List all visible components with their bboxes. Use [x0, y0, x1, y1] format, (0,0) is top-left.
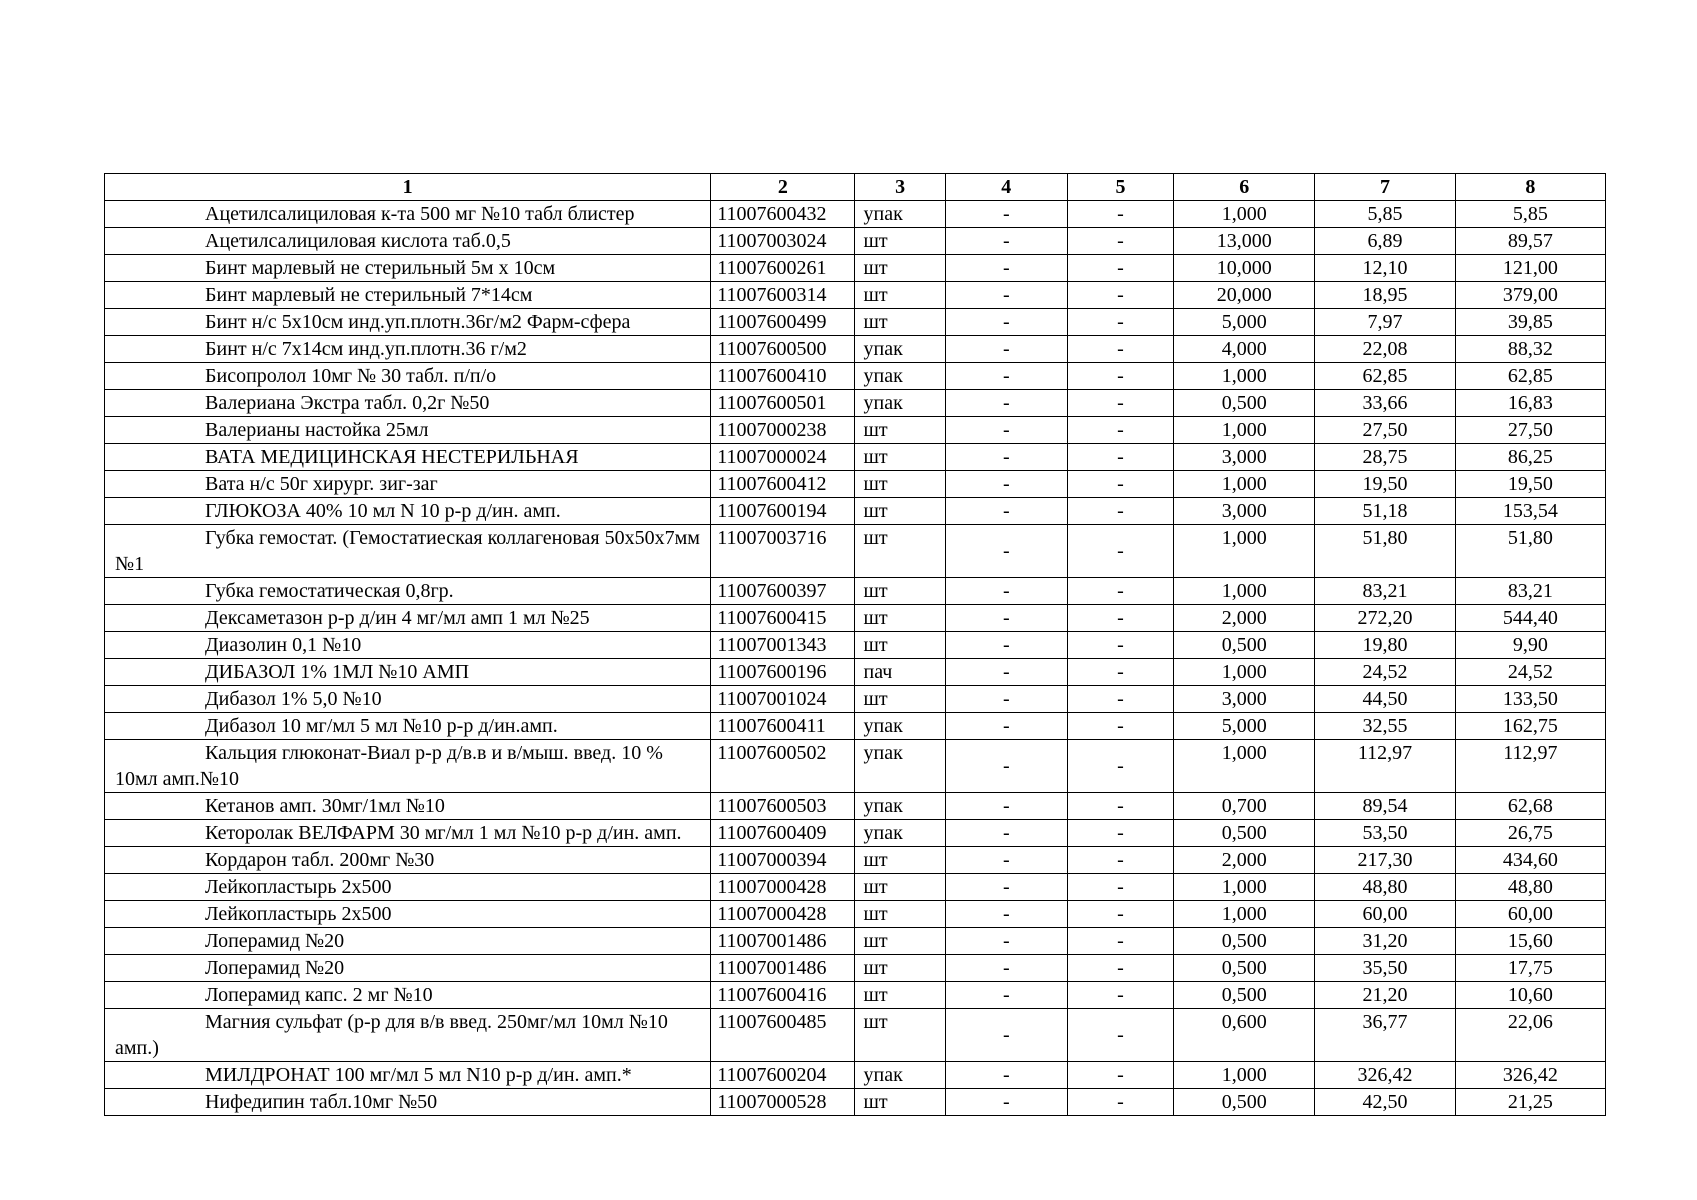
item-price: 31,20 — [1315, 928, 1455, 955]
item-code: 11007600412 — [711, 471, 855, 498]
item-col5: - — [1067, 928, 1173, 955]
table-row — [105, 336, 1606, 363]
item-col5: - — [1067, 901, 1173, 928]
item-unit: шт — [855, 982, 945, 1009]
item-quantity: 20,000 — [1174, 282, 1315, 309]
item-sum: 112,97 — [1455, 740, 1605, 793]
item-sum: 153,54 — [1455, 498, 1605, 525]
item-sum: 60,00 — [1455, 901, 1605, 928]
item-name: ВАТА МЕДИЦИНСКАЯ НЕСТЕРИЛЬНАЯ — [105, 444, 711, 471]
item-col4: - — [945, 740, 1067, 793]
item-code: 11007000428 — [711, 874, 855, 901]
item-col5: - — [1067, 1089, 1173, 1116]
item-price: 35,50 — [1315, 955, 1455, 982]
item-unit: упак — [855, 363, 945, 390]
item-unit: шт — [855, 417, 945, 444]
item-price: 19,50 — [1315, 471, 1455, 498]
item-price: 60,00 — [1315, 901, 1455, 928]
table-row — [105, 417, 1606, 444]
table-row — [105, 309, 1606, 336]
item-col4: - — [945, 201, 1067, 228]
item-name: Валериана Экстра табл. 0,2г №50 — [105, 390, 711, 417]
table-row — [105, 1009, 1606, 1062]
table-row — [105, 282, 1606, 309]
item-quantity: 0,500 — [1174, 820, 1315, 847]
item-name: Диазолин 0,1 №10 — [105, 632, 711, 659]
item-code: 11007600410 — [711, 363, 855, 390]
table-row — [105, 390, 1606, 417]
item-quantity: 5,000 — [1174, 309, 1315, 336]
item-price: 6,89 — [1315, 228, 1455, 255]
table-row — [105, 955, 1606, 982]
table-row — [105, 363, 1606, 390]
item-price: 28,75 — [1315, 444, 1455, 471]
item-code: 11007600501 — [711, 390, 855, 417]
item-quantity: 1,000 — [1174, 363, 1315, 390]
item-price: 217,30 — [1315, 847, 1455, 874]
table-row — [105, 982, 1606, 1009]
item-code: 11007000238 — [711, 417, 855, 444]
item-sum: 83,21 — [1455, 578, 1605, 605]
column-header: 5 — [1067, 174, 1173, 201]
item-sum: 22,06 — [1455, 1009, 1605, 1062]
column-header: 6 — [1174, 174, 1315, 201]
item-name: Дибазол 10 мг/мл 5 мл №10 р-р д/ин.амп. — [105, 713, 711, 740]
table-row — [105, 201, 1606, 228]
item-code: 11007000024 — [711, 444, 855, 471]
item-unit: шт — [855, 605, 945, 632]
item-col5: - — [1067, 1009, 1173, 1062]
item-quantity: 1,000 — [1174, 471, 1315, 498]
item-price: 5,85 — [1315, 201, 1455, 228]
item-price: 22,08 — [1315, 336, 1455, 363]
item-quantity: 1,000 — [1174, 417, 1315, 444]
item-quantity: 1,000 — [1174, 578, 1315, 605]
item-sum: 326,42 — [1455, 1062, 1605, 1089]
item-price: 112,97 — [1315, 740, 1455, 793]
item-name: Нифедипин табл.10мг №50 — [105, 1089, 711, 1116]
item-sum: 379,00 — [1455, 282, 1605, 309]
item-col5: - — [1067, 605, 1173, 632]
item-name: МИЛДРОНАТ 100 мг/мл 5 мл N10 р-р д/ин. амп.* — [105, 1062, 711, 1089]
item-quantity: 0,600 — [1174, 1009, 1315, 1062]
item-col5: - — [1067, 363, 1173, 390]
item-price: 7,97 — [1315, 309, 1455, 336]
item-code: 11007600415 — [711, 605, 855, 632]
item-quantity: 1,000 — [1174, 740, 1315, 793]
item-price: 12,10 — [1315, 255, 1455, 282]
item-col4: - — [945, 525, 1067, 578]
item-quantity: 1,000 — [1174, 901, 1315, 928]
table-row — [105, 444, 1606, 471]
table-row — [105, 578, 1606, 605]
item-unit: шт — [855, 578, 945, 605]
item-quantity: 3,000 — [1174, 444, 1315, 471]
item-code: 11007001024 — [711, 686, 855, 713]
item-col4: - — [945, 928, 1067, 955]
item-price: 18,95 — [1315, 282, 1455, 309]
column-header: 2 — [711, 174, 855, 201]
item-col5: - — [1067, 874, 1173, 901]
item-unit: упак — [855, 1062, 945, 1089]
item-name: Вата н/с 50г хирург. зиг-заг — [105, 471, 711, 498]
item-name: Лоперамид №20 — [105, 928, 711, 955]
table-row — [105, 740, 1606, 793]
item-col4: - — [945, 874, 1067, 901]
item-code: 11007001486 — [711, 928, 855, 955]
item-price: 21,20 — [1315, 982, 1455, 1009]
item-price: 62,85 — [1315, 363, 1455, 390]
item-name: Губка гемостат. (Гемостатиеская коллагеновая 50х50х7мм №1 — [105, 525, 711, 578]
item-sum: 9,90 — [1455, 632, 1605, 659]
table-row — [105, 605, 1606, 632]
item-sum: 544,40 — [1455, 605, 1605, 632]
item-unit: шт — [855, 928, 945, 955]
item-col5: - — [1067, 686, 1173, 713]
item-unit: шт — [855, 874, 945, 901]
item-code: 11007600409 — [711, 820, 855, 847]
item-code: 11007600503 — [711, 793, 855, 820]
item-unit: шт — [855, 686, 945, 713]
item-quantity: 1,000 — [1174, 201, 1315, 228]
item-col4: - — [945, 901, 1067, 928]
item-sum: 86,25 — [1455, 444, 1605, 471]
item-col5: - — [1067, 255, 1173, 282]
item-quantity: 1,000 — [1174, 1062, 1315, 1089]
item-price: 53,50 — [1315, 820, 1455, 847]
column-header: 7 — [1315, 174, 1455, 201]
item-price: 326,42 — [1315, 1062, 1455, 1089]
item-sum: 162,75 — [1455, 713, 1605, 740]
item-code: 11007600416 — [711, 982, 855, 1009]
item-col5: - — [1067, 659, 1173, 686]
item-unit: упак — [855, 740, 945, 793]
item-price: 36,77 — [1315, 1009, 1455, 1062]
item-col5: - — [1067, 309, 1173, 336]
item-price: 19,80 — [1315, 632, 1455, 659]
table-row — [105, 901, 1606, 928]
table-row — [105, 793, 1606, 820]
item-quantity: 1,000 — [1174, 874, 1315, 901]
column-header: 4 — [945, 174, 1067, 201]
item-col5: - — [1067, 955, 1173, 982]
item-price: 42,50 — [1315, 1089, 1455, 1116]
item-sum: 62,68 — [1455, 793, 1605, 820]
table-row — [105, 874, 1606, 901]
item-name: ГЛЮКОЗА 40% 10 мл N 10 р-р д/ин. амп. — [105, 498, 711, 525]
item-unit: шт — [855, 847, 945, 874]
item-sum: 88,32 — [1455, 336, 1605, 363]
item-col5: - — [1067, 282, 1173, 309]
item-col4: - — [945, 847, 1067, 874]
item-price: 32,55 — [1315, 713, 1455, 740]
item-col5: - — [1067, 713, 1173, 740]
table-row — [105, 820, 1606, 847]
item-sum: 27,50 — [1455, 417, 1605, 444]
item-quantity: 1,000 — [1174, 525, 1315, 578]
item-quantity: 0,500 — [1174, 390, 1315, 417]
item-sum: 21,25 — [1455, 1089, 1605, 1116]
item-code: 11007600204 — [711, 1062, 855, 1089]
item-price: 51,18 — [1315, 498, 1455, 525]
item-col4: - — [945, 578, 1067, 605]
item-name: Лейкопластырь 2х500 — [105, 901, 711, 928]
column-header: 3 — [855, 174, 945, 201]
item-col5: - — [1067, 336, 1173, 363]
item-col5: - — [1067, 847, 1173, 874]
item-unit: шт — [855, 901, 945, 928]
item-col4: - — [945, 363, 1067, 390]
item-price: 89,54 — [1315, 793, 1455, 820]
item-col4: - — [945, 336, 1067, 363]
item-unit: шт — [855, 309, 945, 336]
item-col4: - — [945, 417, 1067, 444]
table-row — [105, 228, 1606, 255]
item-unit: упак — [855, 390, 945, 417]
item-col4: - — [945, 820, 1067, 847]
item-col5: - — [1067, 740, 1173, 793]
item-col5: - — [1067, 525, 1173, 578]
item-price: 33,66 — [1315, 390, 1455, 417]
item-name: Бисопролол 10мг № 30 табл. п/п/о — [105, 363, 711, 390]
item-name: Магния сульфат (р-р для в/в введ. 250мг/мл 10мл №10 амп.) — [105, 1009, 711, 1062]
item-sum: 434,60 — [1455, 847, 1605, 874]
item-col4: - — [945, 471, 1067, 498]
item-sum: 39,85 — [1455, 309, 1605, 336]
item-col4: - — [945, 390, 1067, 417]
item-code: 11007003024 — [711, 228, 855, 255]
item-col5: - — [1067, 793, 1173, 820]
item-sum: 16,83 — [1455, 390, 1605, 417]
item-quantity: 0,500 — [1174, 1089, 1315, 1116]
header-row — [105, 174, 1606, 201]
item-code: 11007600411 — [711, 713, 855, 740]
item-code: 11007000428 — [711, 901, 855, 928]
item-quantity: 3,000 — [1174, 498, 1315, 525]
item-code: 11007000394 — [711, 847, 855, 874]
item-col5: - — [1067, 201, 1173, 228]
item-sum: 26,75 — [1455, 820, 1605, 847]
item-sum: 24,52 — [1455, 659, 1605, 686]
item-col5: - — [1067, 417, 1173, 444]
item-code: 11007600500 — [711, 336, 855, 363]
item-unit: шт — [855, 955, 945, 982]
item-col4: - — [945, 793, 1067, 820]
item-code: 11007600499 — [711, 309, 855, 336]
item-code: 11007001486 — [711, 955, 855, 982]
item-name: Бинт н/с 5х10см инд.уп.плотн.36г/м2 Фарм-сфера — [105, 309, 711, 336]
item-price: 48,80 — [1315, 874, 1455, 901]
item-quantity: 0,500 — [1174, 632, 1315, 659]
table-row — [105, 659, 1606, 686]
table-row — [105, 1062, 1606, 1089]
item-sum: 19,50 — [1455, 471, 1605, 498]
item-price: 272,20 — [1315, 605, 1455, 632]
item-col4: - — [945, 982, 1067, 1009]
item-col4: - — [945, 498, 1067, 525]
item-col4: - — [945, 605, 1067, 632]
table-row — [105, 498, 1606, 525]
item-col5: - — [1067, 1062, 1173, 1089]
item-name: Лейкопластырь 2х500 — [105, 874, 711, 901]
item-name: Дибазол 1% 5,0 №10 — [105, 686, 711, 713]
item-name: ДИБАЗОЛ 1% 1МЛ №10 АМП — [105, 659, 711, 686]
table-row — [105, 255, 1606, 282]
item-name: Лоперамид №20 — [105, 955, 711, 982]
item-col4: - — [945, 713, 1067, 740]
item-code: 11007000528 — [711, 1089, 855, 1116]
table-row — [105, 847, 1606, 874]
item-quantity: 13,000 — [1174, 228, 1315, 255]
item-unit: шт — [855, 525, 945, 578]
item-sum: 17,75 — [1455, 955, 1605, 982]
item-quantity: 4,000 — [1174, 336, 1315, 363]
item-unit: шт — [855, 255, 945, 282]
item-code: 11007600397 — [711, 578, 855, 605]
item-col4: - — [945, 1062, 1067, 1089]
item-code: 11007600196 — [711, 659, 855, 686]
item-unit: шт — [855, 632, 945, 659]
item-sum: 10,60 — [1455, 982, 1605, 1009]
item-name: Бинт марлевый не стерильный 7*14см — [105, 282, 711, 309]
item-col5: - — [1067, 390, 1173, 417]
table-row — [105, 632, 1606, 659]
item-code: 11007001343 — [711, 632, 855, 659]
item-code: 11007600502 — [711, 740, 855, 793]
item-name: Дексаметазон р-р д/ин 4 мг/мл амп 1 мл №25 — [105, 605, 711, 632]
item-price: 44,50 — [1315, 686, 1455, 713]
item-unit: упак — [855, 820, 945, 847]
item-col5: - — [1067, 228, 1173, 255]
item-quantity: 2,000 — [1174, 847, 1315, 874]
item-col5: - — [1067, 632, 1173, 659]
item-name: Губка гемостатическая 0,8гр. — [105, 578, 711, 605]
item-sum: 48,80 — [1455, 874, 1605, 901]
item-sum: 89,57 — [1455, 228, 1605, 255]
item-name: Кетанов амп. 30мг/1мл №10 — [105, 793, 711, 820]
item-quantity: 5,000 — [1174, 713, 1315, 740]
item-unit: упак — [855, 793, 945, 820]
item-sum: 51,80 — [1455, 525, 1605, 578]
item-col4: - — [945, 659, 1067, 686]
item-col5: - — [1067, 444, 1173, 471]
item-name: Ацетилсалициловая к-та 500 мг №10 табл блистер — [105, 201, 711, 228]
item-code: 11007600314 — [711, 282, 855, 309]
item-quantity: 10,000 — [1174, 255, 1315, 282]
table-row — [105, 686, 1606, 713]
item-col5: - — [1067, 471, 1173, 498]
item-col4: - — [945, 444, 1067, 471]
item-sum: 15,60 — [1455, 928, 1605, 955]
item-quantity: 3,000 — [1174, 686, 1315, 713]
item-code: 11007600485 — [711, 1009, 855, 1062]
item-price: 27,50 — [1315, 417, 1455, 444]
item-code: 11007600432 — [711, 201, 855, 228]
item-sum: 5,85 — [1455, 201, 1605, 228]
item-sum: 121,00 — [1455, 255, 1605, 282]
item-name: Кордарон табл. 200мг №30 — [105, 847, 711, 874]
item-code: 11007600194 — [711, 498, 855, 525]
table-row — [105, 713, 1606, 740]
item-col4: - — [945, 255, 1067, 282]
item-sum: 133,50 — [1455, 686, 1605, 713]
item-quantity: 1,000 — [1174, 659, 1315, 686]
item-unit: упак — [855, 336, 945, 363]
item-unit: шт — [855, 1009, 945, 1062]
item-name: Кеторолак ВЕЛФАРМ 30 мг/мл 1 мл №10 р-р д/ин. амп. — [105, 820, 711, 847]
item-col4: - — [945, 1089, 1067, 1116]
item-unit: упак — [855, 713, 945, 740]
item-code: 11007003716 — [711, 525, 855, 578]
item-col4: - — [945, 228, 1067, 255]
item-price: 24,52 — [1315, 659, 1455, 686]
table-row — [105, 471, 1606, 498]
item-quantity: 0,500 — [1174, 982, 1315, 1009]
item-unit: упак — [855, 201, 945, 228]
item-col5: - — [1067, 982, 1173, 1009]
item-col4: - — [945, 309, 1067, 336]
item-unit: шт — [855, 282, 945, 309]
item-quantity: 0,700 — [1174, 793, 1315, 820]
item-name: Кальция глюконат-Виал р-р д/в.в и в/мыш. введ. 10 % 10мл амп.№10 — [105, 740, 711, 793]
item-unit: шт — [855, 1089, 945, 1116]
item-col5: - — [1067, 578, 1173, 605]
item-col5: - — [1067, 498, 1173, 525]
table-row — [105, 525, 1606, 578]
item-sum: 62,85 — [1455, 363, 1605, 390]
item-col4: - — [945, 955, 1067, 982]
item-unit: пач — [855, 659, 945, 686]
item-name: Бинт марлевый не стерильный 5м х 10см — [105, 255, 711, 282]
column-header: 8 — [1455, 174, 1605, 201]
item-quantity: 0,500 — [1174, 928, 1315, 955]
item-price: 51,80 — [1315, 525, 1455, 578]
item-col5: - — [1067, 820, 1173, 847]
item-unit: шт — [855, 471, 945, 498]
item-col4: - — [945, 1009, 1067, 1062]
item-col4: - — [945, 686, 1067, 713]
item-name: Лоперамид капс. 2 мг №10 — [105, 982, 711, 1009]
item-col4: - — [945, 282, 1067, 309]
item-price: 83,21 — [1315, 578, 1455, 605]
item-name: Бинт н/с 7х14см инд.уп.плотн.36 г/м2 — [105, 336, 711, 363]
table-row — [105, 1089, 1606, 1116]
item-quantity: 0,500 — [1174, 955, 1315, 982]
item-unit: шт — [855, 498, 945, 525]
column-header: 1 — [105, 174, 711, 201]
item-quantity: 2,000 — [1174, 605, 1315, 632]
item-name: Ацетилсалициловая кислота таб.0,5 — [105, 228, 711, 255]
item-unit: шт — [855, 444, 945, 471]
table-row — [105, 928, 1606, 955]
medicines-table — [104, 173, 1606, 1116]
item-code: 11007600261 — [711, 255, 855, 282]
item-unit: шт — [855, 228, 945, 255]
item-col4: - — [945, 632, 1067, 659]
item-name: Валерианы настойка 25мл — [105, 417, 711, 444]
